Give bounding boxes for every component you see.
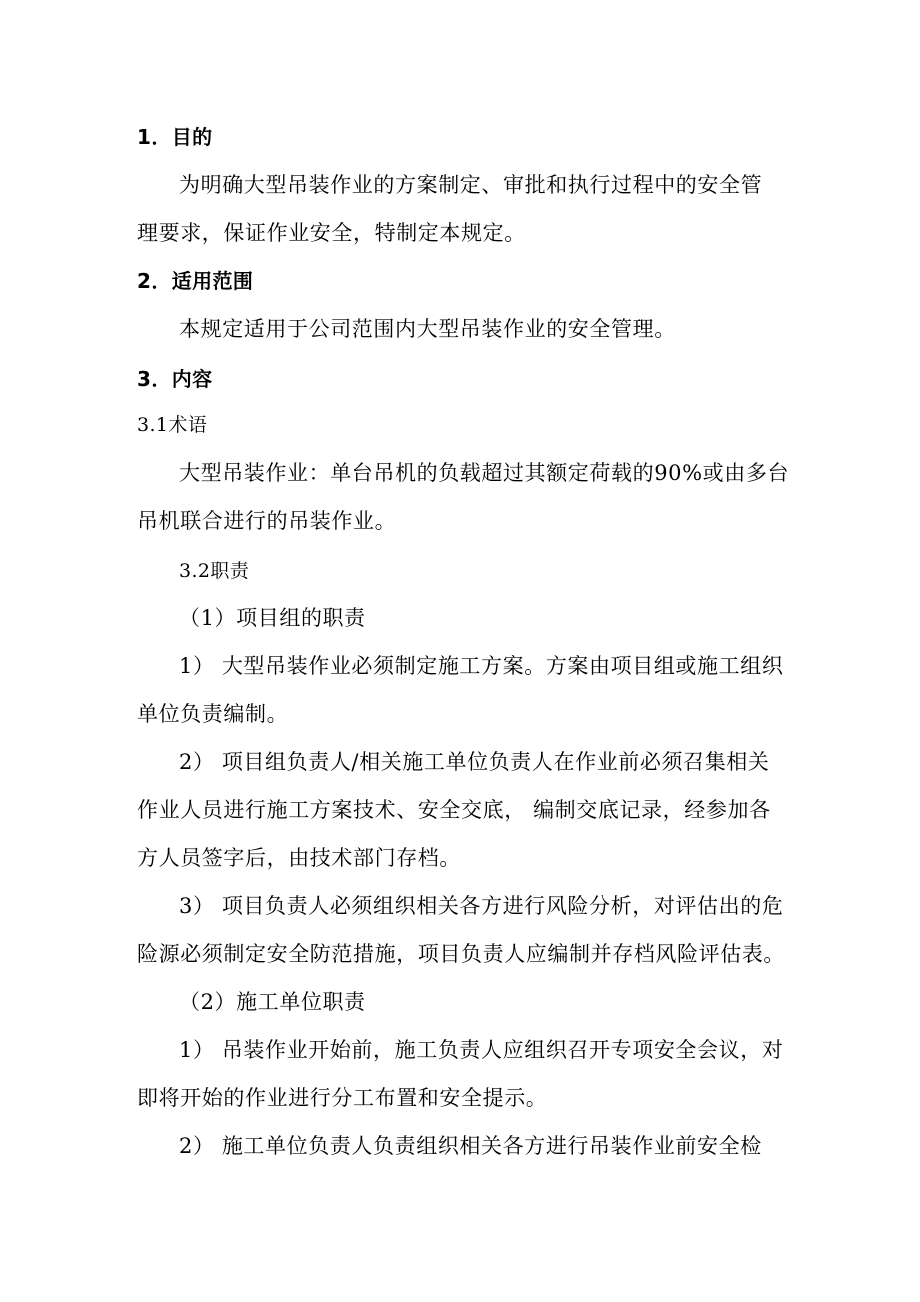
paragraph-line: 大型吊装作业：单台吊机的负载超过其额定荷载的90%或由多台: [179, 461, 790, 485]
paragraph-line: 本规定适用于公司范围内大型吊装作业的安全管理。: [179, 317, 676, 341]
section-heading-purpose: 1．目的: [137, 125, 213, 149]
paragraph-line: 单位负责编制。: [137, 702, 289, 726]
paragraph-line: 吊机联合进行的吊装作业。: [137, 509, 397, 533]
paragraph-line: 1） 大型吊装作业必须制定施工方案。方案由项目组或施工组织: [179, 654, 784, 678]
paragraph-line: 1） 吊装作业开始前，施工负责人应组织召开专项安全会议，对: [179, 1038, 784, 1062]
list-heading-project-team: （1）项目组的职责: [179, 606, 366, 630]
paragraph-line: 3） 项目负责人必须组织相关各方进行风险分析，对评估出的危: [179, 894, 784, 918]
paragraph-line: 即将开始的作业进行分工布置和安全提示。: [137, 1086, 548, 1110]
paragraph-line: 方人员签字后，由技术部门存档。: [137, 846, 461, 870]
subsection-heading-terms: 3.1术语: [137, 414, 208, 436]
section-heading-scope: 2．适用范围: [137, 269, 254, 293]
paragraph-line: 2） 施工单位负责人负责组织相关各方进行吊装作业前安全检: [179, 1134, 762, 1158]
paragraph-line: 作业人员进行施工方案技术、安全交底， 编制交底记录，经参加各: [137, 798, 771, 822]
paragraph-line: 为明确大型吊装作业的方案制定、审批和执行过程中的安全管: [179, 173, 763, 197]
paragraph-line: 2） 项目组负责人/相关施工单位负责人在作业前必须召集相关: [179, 750, 770, 774]
section-heading-content: 3．内容: [137, 367, 213, 391]
list-heading-construction-unit: （2）施工单位职责: [179, 990, 366, 1014]
paragraph-line: 理要求，保证作业安全，特制定本规定。: [137, 221, 526, 245]
paragraph-line: 险源必须制定安全防范措施，项目负责人应编制并存档风险评估表。: [137, 942, 785, 966]
subsection-heading-duties: 3.2职责: [179, 560, 250, 582]
